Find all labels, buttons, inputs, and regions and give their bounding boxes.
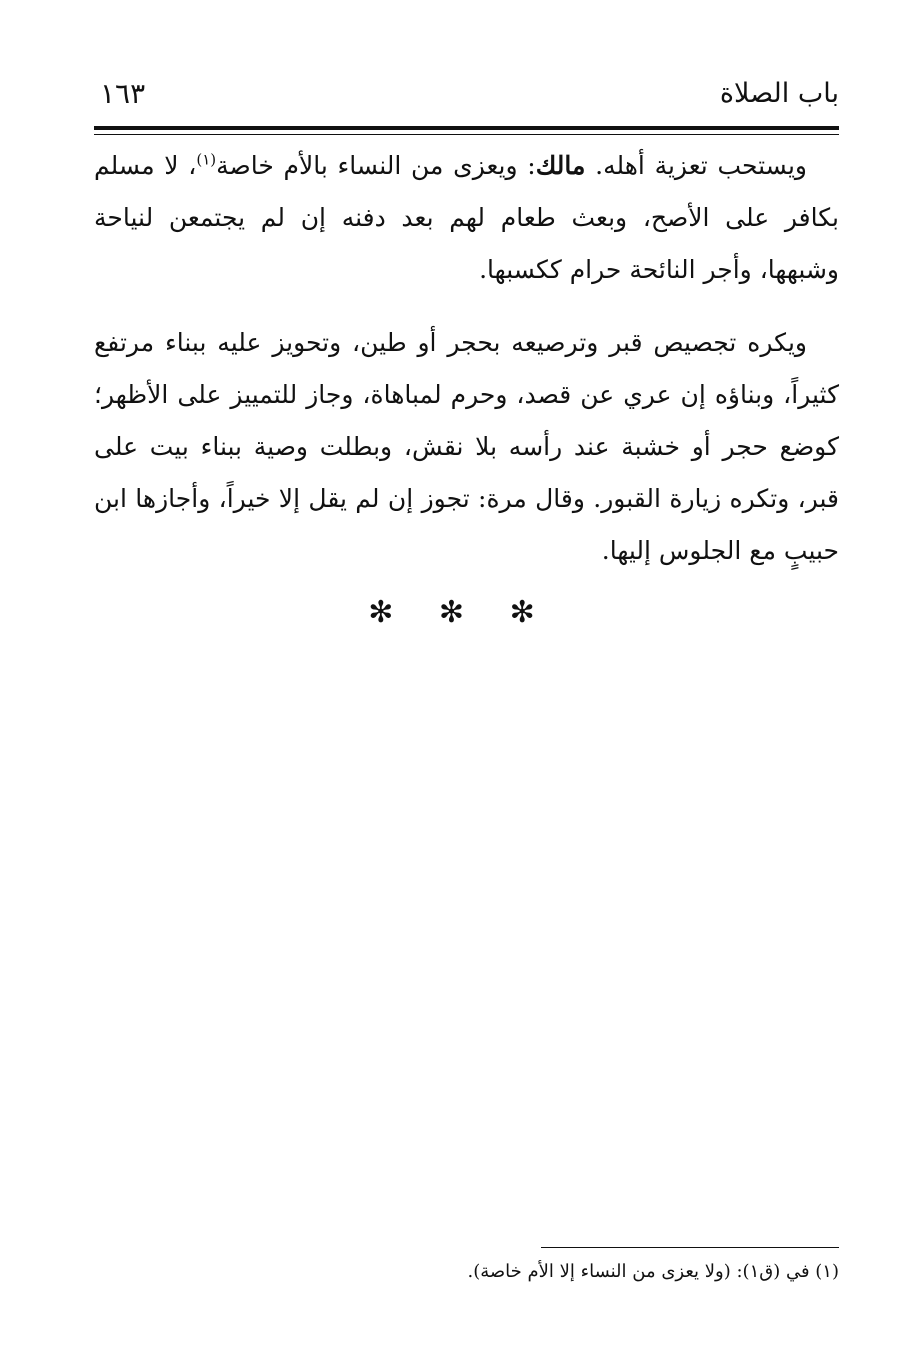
- asterism-icon: ✻: [368, 595, 394, 630]
- p1-bold-label: مالك: [535, 151, 586, 180]
- running-header: [94, 74, 839, 118]
- footnote: (١) في (ق١): (ولا يعزى من النساء إلا الأم خاصة).: [467, 1261, 839, 1282]
- header-rule-thick: [94, 126, 839, 130]
- footnote-reference[interactable]: (١): [196, 150, 217, 169]
- p1-text-before-ref: ويستحب تعزية أهله.: [585, 151, 808, 180]
- page-number: ١٦٣: [100, 77, 146, 110]
- chapter-title: باب الصلاة: [719, 78, 839, 109]
- asterism-icon: ✻: [509, 595, 535, 630]
- p1-text-after-ref: ، لا مسلم بكافر على الأصح، وبعث طعام لهم بعد دفنه إن لم يجتمعن لنياحة وشبهها، وأجر النائحة حرام ككسبها.: [94, 151, 839, 284]
- footnote-separator: [541, 1247, 839, 1248]
- section-divider-ornaments: [0, 596, 903, 630]
- asterism-icon: ✻: [438, 595, 465, 630]
- main-text: [94, 140, 839, 577]
- p1-text-middle: : ويعزى من النساء بالأم خاصة: [216, 151, 536, 180]
- header-rule-thin: [94, 134, 839, 135]
- paragraph-1: [94, 140, 839, 296]
- paragraph-2: ويكره تجصيص قبر وترصيعه بحجر أو طين، وتحويز عليه ببناء مرتفع كثيراً، وبناؤه إن عري عن قصد، وحرم لمباهاة، وجاز للتمييز على الأظهر؛ كوضع حجر أو خشبة عند رأسه بلا نقش، وبطلت وصية ببناء بيت على قبر، وتكره زيارة القبور. وقال مرة: تجوز إن لم يقل إلا خيراً، وأجازها ابن حبيبٍ مع الجلوس إليها.: [94, 328, 839, 565]
